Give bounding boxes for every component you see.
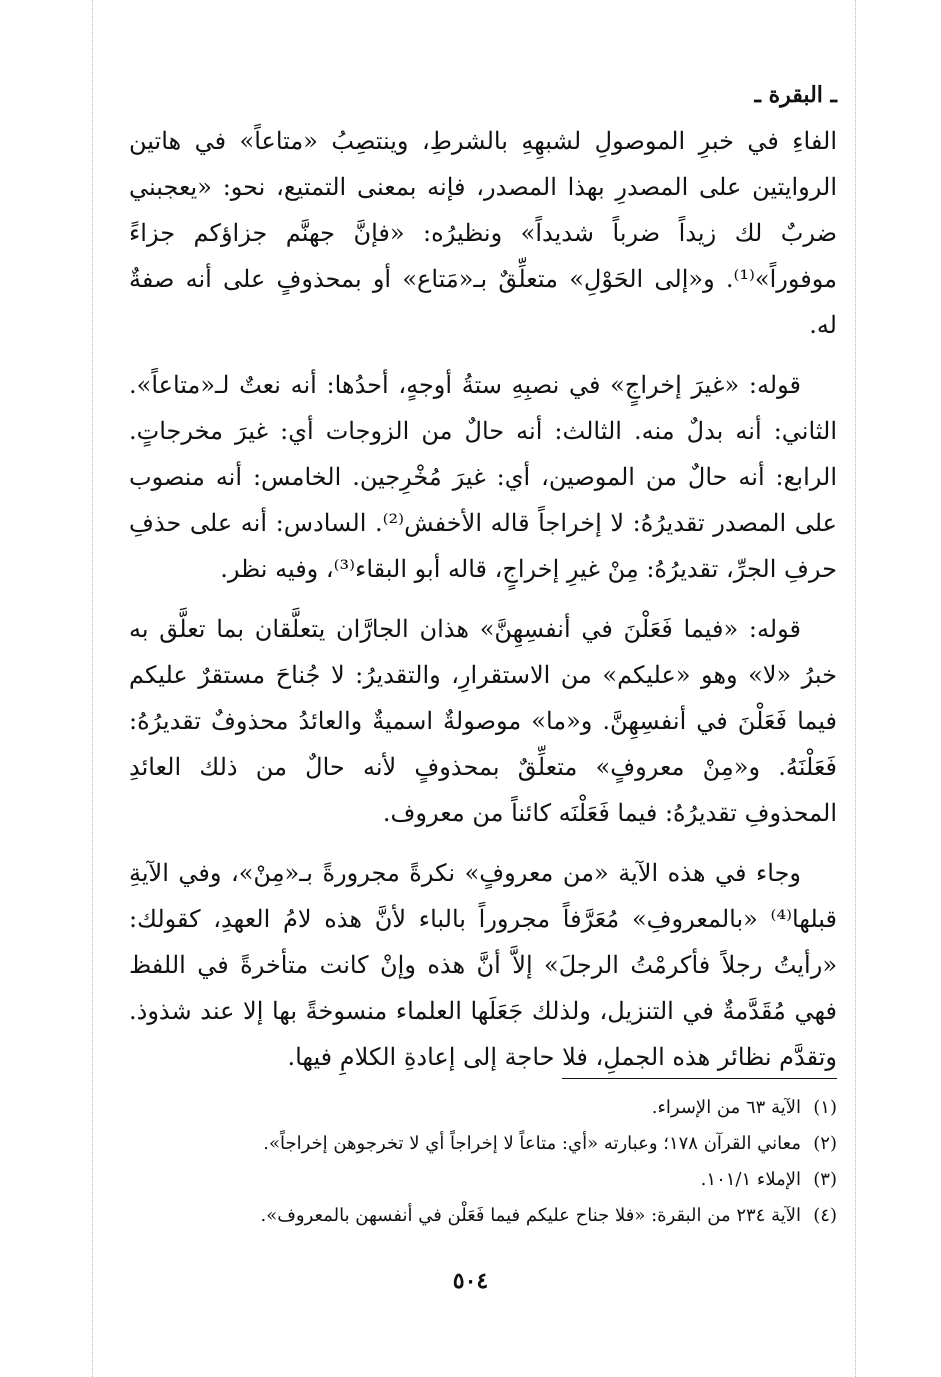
footnote: [129, 1126, 837, 1162]
paragraph: قوله: «غيرَ إخراجٍ» في نصبِهِ ستةُ أوجهٍ، أحدُها: أنه نعتٌ لـ«متاعاً». الثاني: أنه بدلٌ منه. الثالث: أنه حالٌ من الزوجات أي: غيرَ مخرجاتٍ. الرابع: أنه حالٌ من الموصين، أي: غيرَ مُخْرِجين. الخامس: أنه منصوب على المصدر تقديرُهُ: لا إخراجاً قاله الأخفش⁽²⁾. السادس: أنه على حذفِ حرفِ الجرِّ، تقديرُهُ: مِنْ غيرِ إخراجٍ، قاله أبو البقاء⁽³⁾، وفيه نظر.: [129, 371, 838, 583]
footnote: [129, 1090, 837, 1126]
paragraph: وجاء في هذه الآية «من معروفٍ» نكرةً مجرورةً بـ«مِنْ»، وفي الآيةِ قبلها⁽⁴⁾ «بالمعروفِ» مُعَرَّفاً مجروراً بالباء لأنَّ هذه لامُ العهدِ، كقولك: «رأيتُ رجلاً فأكرمْتُ الرجلَ» إلاَّ أنَّ هذه وإنْ كانت متأخرةً في اللفظ فهي مُقَدَّمةٌ في التنزيل، ولذلك جَعَلَها العلماء منسوخةً بها إلا عند شذوذ. وتقدَّم نظائر هذه الجملِ، فلا حاجة إلى إعادةِ الكلامِ فيها.: [129, 859, 837, 1071]
footnote: [129, 1198, 837, 1234]
paragraph: قوله: «فيما فَعَلْنَ في أنفسِهِنَّ» هذان الجارَّان يتعلَّقان بما تعلَّق به خبرُ «لا» وهو «عليكم» من الاستقرارِ، والتقديرُ: لا جُناحَ مستقرٌ عليكم فيما فَعَلْنَ في أنفسِهِنَّ. و«ما» موصولةٌ اسميةٌ والعائدُ محذوفٌ تقديرُهُ: فَعَلْنَهُ. و«مِنْ معروفٍ» متعلِّقٌ بمحذوفٍ لأنه حالٌ من ذلك العائدِ المحذوفِ تقديرُهُ: فيما فَعَلْنَه كائناً من معروف.: [129, 615, 837, 827]
footnote-text: معاني القرآن ١٧٨؛ وعبارته «أي: متاعاً لا إخراجاً أي لا تخرجوهن إخراجاً».: [263, 1133, 801, 1154]
page-number: ٥٠٤: [452, 1268, 489, 1294]
footnote-number: (٣): [813, 1169, 837, 1190]
paragraph: الفاءِ في خبرِ الموصولِ لشبهِهِ بالشرطِ، وينتصِبُ «متاعاً» في هاتين الروايتين على المصدرِ بهذا المصدر، فإنه بمعنى التمتيع، نحو: «يعجبني ضربٌ لك زيداً ضرباً شديداً» ونظيرُه: «فإنَّ جهنَّم جزاؤكم جزاءً موفوراً»⁽¹⁾. و«إلى الحَوْلِ» متعلِّقٌ بـ«مَتاع» أو بمحذوفٍ على أنه صفةٌ له.: [129, 127, 837, 339]
running-header: ـ البقرة ـ: [754, 82, 837, 108]
footnote-text: الإملاء ١٠١/١.: [700, 1169, 801, 1190]
footnote-text: الآية ٦٣ من الإسراء.: [651, 1097, 801, 1118]
footnote-number: (١): [813, 1097, 837, 1118]
footnote-text: الآية ٢٣٤ من البقرة: «فلا جناح عليكم فيما فَعَلْن في أنفسهن بالمعروف».: [260, 1205, 801, 1226]
main-text: [129, 118, 837, 1080]
footnote-number: (٢): [813, 1133, 837, 1154]
footnote-divider: [562, 1078, 837, 1079]
footnote-number: (٤): [813, 1205, 837, 1226]
footnote: [129, 1162, 837, 1198]
footnotes: [129, 1090, 837, 1234]
scan-guide-line: [92, 0, 93, 1377]
scan-guide-line: [855, 0, 856, 1377]
